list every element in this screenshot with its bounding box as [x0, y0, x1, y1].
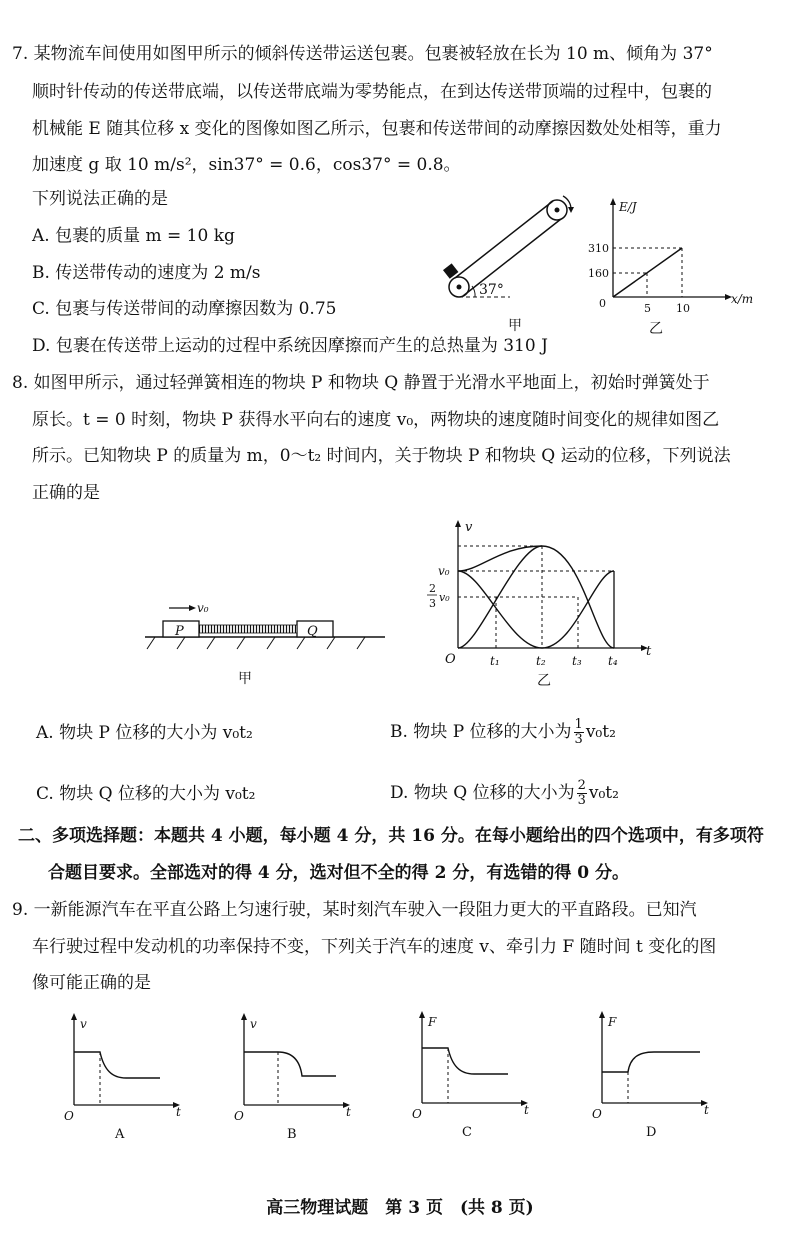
q7-line4: 加速度 g 取 10 m/s²，sin37° = 0.6，cos37° = 0.8。 — [32, 155, 461, 175]
q8-option-b-fraction — [574, 718, 584, 747]
origin-label: O — [234, 1109, 244, 1123]
q9-graph-d — [588, 1008, 728, 1148]
q8-line3: 所示。已知物块 P 的质量为 m，0～t₂ 时间内，关于物块 P 和物块 Q 运动的位移，下列说法 — [32, 446, 731, 466]
section2-line2: 合题目要求。全部选对的得 4 分，选对但不全的得 2 分，有选错的得 0 分。 — [48, 863, 629, 883]
curve-p — [458, 571, 614, 648]
y-label: v — [80, 1017, 87, 1031]
graph-caption: D — [646, 1125, 657, 1140]
q8-option-d-fraction — [577, 779, 587, 808]
bottom-pulley-axle — [457, 285, 462, 290]
belt-lower-line — [463, 219, 561, 296]
q8-option-c: C. 物块 Q 位移的大小为 v₀t₂ — [36, 784, 256, 804]
q8-option-d-tail: v₀t₂ — [588, 783, 619, 803]
v-axis-arrow-icon — [455, 520, 461, 527]
q9-line1: 9. 一新能源汽车在平直公路上匀速行驶，某时刻汽车驶入一段阻力更大的平直路段。已知汽 — [12, 900, 697, 920]
x-label: t — [176, 1105, 181, 1119]
graph-curve — [74, 1052, 160, 1078]
origin-label: O — [64, 1109, 74, 1123]
ytick-310: 310 — [588, 242, 609, 255]
velocity-arrowhead-icon — [189, 605, 196, 611]
q9-graph-c — [408, 1008, 548, 1148]
y-label: F — [428, 1015, 437, 1029]
fig-caption-jia: 甲 — [508, 318, 522, 334]
e-axis-label: E/J — [619, 200, 637, 214]
q7-option-d: D. 包裹在传送带上运动的过程中系统因摩擦而产生的总热量为 310 J — [32, 336, 548, 356]
origin-label: O — [592, 1107, 602, 1121]
angle-label: 37° — [479, 282, 504, 298]
x-label: t — [346, 1105, 351, 1119]
q8-line4: 正确的是 — [32, 483, 100, 503]
fig-caption-yi: 乙 — [537, 673, 551, 689]
origin-label: O — [412, 1107, 422, 1121]
v0-label: v₀ — [197, 601, 209, 615]
tick-t2: t₂ — [536, 654, 546, 668]
graph-curve — [602, 1052, 700, 1072]
tick-t4: t₄ — [608, 654, 618, 668]
q8-option-b — [390, 712, 616, 752]
block-q-label: Q — [307, 624, 318, 639]
ytick-160: 160 — [588, 267, 609, 280]
q7-line3: 机械能 E 随其位移 x 变化的图像如图乙所示，包裹和传送带间的动摩擦因数处处相等，重力 — [32, 119, 722, 139]
q8-option-d-text: D. 物块 Q 位移的大小为 — [390, 783, 575, 803]
graph-curve — [422, 1048, 508, 1074]
q8-figure-yi — [410, 515, 660, 690]
frac-numerator: 2 — [577, 778, 586, 793]
q7-figure-jia — [435, 190, 585, 340]
origin-label: O — [445, 652, 456, 667]
q8-option-a: A. 物块 P 位移的大小为 v₀t₂ — [36, 723, 253, 743]
rotation-arrowhead-icon — [568, 207, 574, 213]
page-footer: 高三物理试题 第 3 页 (共 8 页) — [266, 1198, 534, 1218]
v0-tick-label: v₀ — [438, 564, 450, 578]
x-label: t — [524, 1103, 529, 1117]
q7-option-c: C. 包裹与传送带间的动摩擦因数为 0.75 — [32, 299, 337, 319]
top-pulley-axle — [555, 208, 560, 213]
e-axis-arrow-icon — [610, 198, 616, 205]
axis-arrow-icon — [71, 1013, 77, 1020]
q9-line3: 像可能正确的是 — [32, 973, 151, 993]
tick-t3: t₃ — [572, 654, 582, 668]
x-axis-label: x/m — [731, 292, 754, 306]
q9-line2: 车行驶过程中发动机的功率保持不变，下列关于汽车的速度 v、牵引力 F 随时间 t 变化的图 — [32, 937, 717, 957]
graph-curve — [244, 1052, 336, 1076]
q7-option-a: A. 包裹的质量 m = 10 kg — [32, 226, 235, 246]
tick-t1: t₁ — [490, 654, 500, 668]
xtick-10: 10 — [676, 302, 690, 315]
y-label: v — [250, 1017, 257, 1031]
axis-arrow-icon — [419, 1011, 425, 1018]
section2-line1: 二、多项选择题：本题共 4 小题，每小题 4 分，共 16 分。在每小题给出的四个选项中，有多项符 — [18, 826, 764, 846]
axis-arrow-icon — [599, 1011, 605, 1018]
fig-caption-jia: 甲 — [238, 671, 252, 687]
graph-caption: C — [462, 1125, 472, 1140]
spring — [199, 625, 297, 633]
v-axis-label: v — [465, 520, 473, 535]
t-axis-label: t — [646, 644, 652, 659]
q7-line1: 7. 某物流车间使用如图甲所示的倾斜传送带运送包裹。包裹被轻放在长为 10 m、倾角为 37° — [12, 44, 713, 64]
fig-caption-yi: 乙 — [649, 321, 663, 337]
q9-graph-a — [60, 1010, 200, 1150]
block-p-label: P — [175, 624, 184, 639]
q8-line1: 8. 如图甲所示，通过轻弹簧相连的物块 P 和物块 Q 静置于光滑水平地面上，初始时弹簧处于 — [12, 373, 710, 393]
xtick-5: 5 — [644, 302, 651, 315]
frac-den: 3 — [429, 597, 436, 610]
frac-num: 2 — [429, 582, 436, 595]
q8-option-d — [390, 773, 619, 813]
frac-denominator: 3 — [577, 793, 586, 808]
graph-caption: B — [287, 1127, 297, 1142]
q8-option-b-text: B. 物块 P 位移的大小为 — [390, 722, 572, 742]
q8-line2: 原长。t = 0 时刻，物块 P 获得水平向右的速度 v₀，两物块的速度随时间变化的规律如图乙 — [32, 410, 720, 430]
q8-option-b-tail: v₀t₂ — [585, 722, 616, 742]
q7-prompt: 下列说法正确的是 — [32, 189, 168, 209]
q7-figure-yi — [585, 195, 765, 340]
q7-option-b: B. 传送带传动的速度为 2 m/s — [32, 263, 261, 283]
y-label: F — [608, 1015, 617, 1029]
belt-upper-line — [455, 201, 553, 278]
graph-caption: A — [115, 1127, 125, 1142]
frac-tail: v₀ — [439, 591, 450, 604]
frac-numerator: 1 — [574, 717, 583, 732]
origin-label: 0 — [599, 297, 606, 310]
energy-curve — [613, 248, 682, 297]
x-label: t — [704, 1103, 709, 1117]
frac-denominator: 3 — [574, 732, 583, 747]
q8-figure-jia — [135, 595, 395, 695]
axis-arrow-icon — [241, 1013, 247, 1020]
q7-line2: 顺时针传动的传送带底端，以传送带底端为零势能点，在到达传送带顶端的过程中，包裹的 — [32, 82, 712, 102]
q9-graph-b — [230, 1010, 370, 1150]
